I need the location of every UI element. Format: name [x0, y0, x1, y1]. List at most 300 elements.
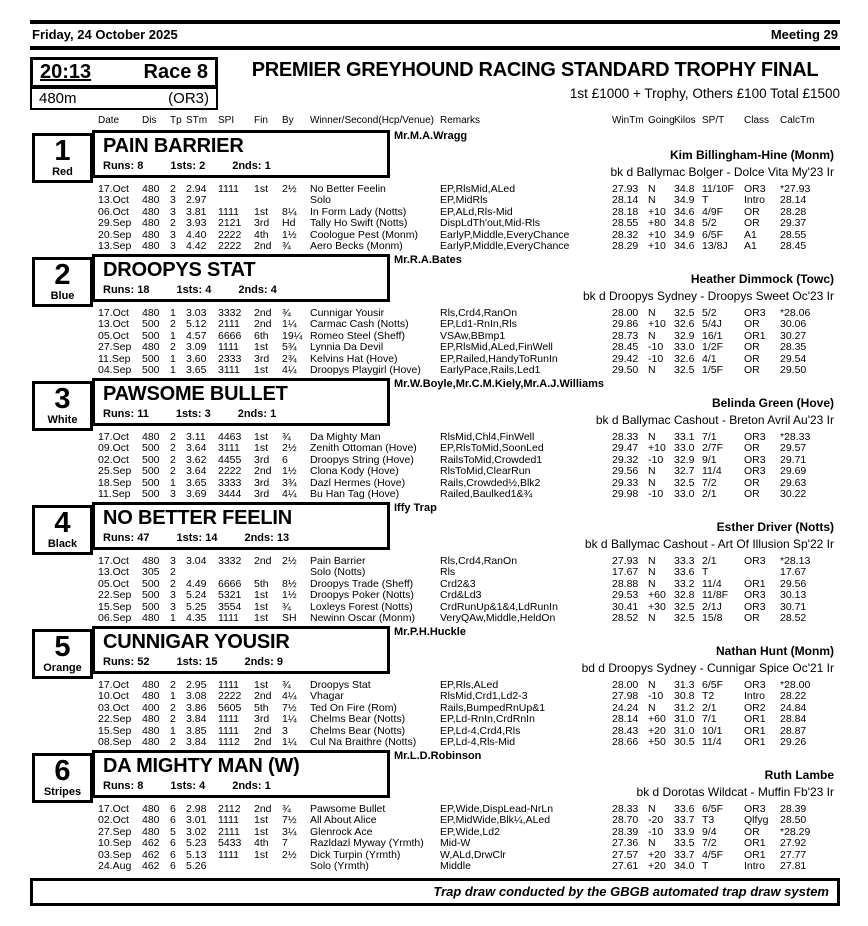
race-win-time: 28.88	[612, 577, 639, 590]
race-trap-cell: 3	[170, 488, 176, 500]
race-kilos: 33.6	[674, 566, 695, 578]
race-spi	[218, 195, 254, 207]
runner-block	[30, 254, 840, 377]
form-row	[98, 737, 830, 749]
race-starting-price: 6/5F	[702, 678, 724, 691]
race-date: 04.Sep	[98, 364, 132, 376]
race-remarks: EP,Wide,Ld2	[440, 825, 500, 838]
race-class: OR3	[744, 600, 766, 613]
race-date: 02.Oct	[98, 814, 129, 826]
column-header-row	[98, 115, 830, 127]
race-calc-time: 28.84	[780, 713, 807, 725]
race-spi: 3111	[218, 442, 240, 454]
race-sectional-time: 2.97	[186, 194, 207, 206]
race-class: OR3	[744, 589, 766, 601]
race-going: -10	[648, 352, 664, 365]
race-finish: 2nd	[254, 306, 272, 319]
race-id-box	[30, 57, 218, 110]
race-calc-time: 27.81	[780, 860, 807, 872]
race-date: 11.Sep	[98, 488, 131, 500]
race-finish: 1st	[254, 430, 269, 443]
race-finish: 2nd	[254, 736, 272, 748]
race-date: 08.Sep	[98, 736, 132, 748]
race-finish: 6th	[254, 329, 269, 342]
race-finish: 3rd	[254, 476, 270, 489]
race-going: N	[648, 364, 656, 376]
greyhound-name-box	[92, 626, 390, 674]
race-kilos: 34.6	[674, 205, 695, 218]
trap-color-label: Black	[47, 537, 78, 550]
trap-number: 5	[54, 630, 71, 663]
race-starting-price: 7/1	[702, 430, 717, 443]
col-wintm: WinTm	[612, 115, 644, 126]
race-starting-price: 15/8	[702, 612, 723, 624]
form-table	[98, 804, 830, 873]
connections	[394, 130, 834, 179]
race-trap-cell: 2	[170, 465, 176, 477]
race-going: N	[648, 329, 656, 342]
race-class: OR3	[744, 554, 766, 567]
race-winner-second: Clona Kody (Hove)	[310, 465, 399, 477]
form-row	[98, 714, 830, 726]
race-class: OR1	[744, 724, 766, 737]
form-table	[98, 432, 830, 501]
race-starting-price: 13/8J	[702, 240, 728, 252]
race-by-margin: 1¼	[282, 713, 297, 725]
race-prize-money: 1st £1000 + Trophy, Others £100 Total £1500	[569, 86, 840, 101]
race-win-time: 27.93	[612, 182, 639, 195]
race-spi: 5321	[218, 589, 242, 601]
race-kilos: 33.1	[674, 430, 695, 443]
race-date: 09.Oct	[98, 442, 129, 454]
race-class: OR3	[744, 453, 766, 466]
race-spi: 6666	[218, 577, 242, 590]
race-starting-price: 11/4	[702, 465, 722, 477]
form-row	[98, 342, 830, 354]
race-spi: 3444	[218, 488, 242, 500]
race-trap-cell: 6	[170, 814, 176, 826]
race-trap-cell: 1	[170, 476, 176, 489]
race-class: OR	[744, 488, 760, 500]
race-date: 10.Oct	[98, 690, 129, 702]
race-class: OR	[744, 612, 760, 624]
race-calc-time: 29.69	[780, 465, 807, 477]
race-by-margin: 3¾	[282, 476, 297, 489]
race-date: 13.Oct	[98, 194, 129, 206]
race-by-margin: ¾	[282, 430, 291, 443]
race-by-margin: 4¼	[282, 488, 297, 500]
race-distance-cell: 500	[142, 476, 160, 489]
seconds-stat: 2nds: 1	[232, 159, 271, 172]
race-finish: 2nd	[254, 690, 272, 702]
race-going: N	[648, 194, 656, 206]
runs-stat: Runs: 8	[103, 159, 144, 172]
race-by-margin: 8½	[282, 577, 297, 590]
race-finish: 1st	[254, 678, 269, 691]
race-finish: 5th	[254, 701, 269, 714]
race-spi: 3111	[218, 364, 240, 376]
race-kilos: 32.7	[674, 465, 695, 477]
race-calc-time: *28.29	[780, 825, 811, 838]
race-distance-cell: 500	[142, 442, 160, 454]
race-distance-cell: 500	[142, 318, 160, 330]
race-sectional-time: 3.85	[186, 724, 207, 737]
race-remarks: Railed,Baulked1&¾	[440, 488, 533, 500]
race-kilos: 31.2	[674, 701, 695, 714]
race-date: 06.Sep	[98, 612, 132, 624]
firsts-stat: 1sts: 4	[176, 283, 212, 296]
race-spi: 2112	[218, 802, 241, 815]
runs-stat: Runs: 52	[103, 655, 150, 668]
race-class: OR3	[744, 430, 766, 443]
race-trap-cell: 3	[170, 194, 176, 206]
race-calc-time: 28.50	[780, 814, 807, 826]
trap-badge	[32, 629, 93, 679]
race-distance-cell: 500	[142, 352, 160, 365]
race-remarks: CrdRunUp&1&4,LdRunIn	[440, 600, 558, 613]
race-sectional-time: 4.49	[186, 577, 207, 590]
race-class: OR3	[744, 182, 766, 195]
race-date: 17.Oct	[98, 554, 129, 567]
runner-block	[30, 378, 840, 501]
race-distance-cell: 480	[142, 205, 160, 218]
race-kilos: 33.7	[674, 814, 695, 826]
race-win-time: 29.33	[612, 476, 639, 489]
race-sectional-time: 3.69	[186, 488, 207, 500]
owner-name: Mr.L.D.Robinson	[394, 749, 482, 762]
form-row	[98, 365, 830, 377]
race-win-time: 28.14	[612, 713, 639, 725]
race-finish: 1st	[254, 442, 269, 454]
race-class: OR1	[744, 736, 766, 748]
race-calc-time: 30.71	[780, 600, 807, 613]
race-starting-price: 11/8F	[702, 589, 729, 601]
race-remarks: EP,Ld1-RnIn,Rls	[440, 318, 517, 330]
race-remarks: Crd2&3	[440, 577, 476, 590]
race-calc-time: 28.45	[780, 240, 807, 252]
race-date: 02.Oct	[98, 453, 129, 466]
trap-badge	[32, 753, 93, 803]
race-going: +10	[648, 442, 666, 454]
form-table	[98, 308, 830, 377]
breeding-line: bd d Droopys Sydney - Cunnigar Spice Oc'21 Ir	[581, 660, 834, 675]
race-win-time: 28.00	[612, 678, 639, 691]
seconds-stat: 2nds: 13	[244, 531, 290, 544]
race-winner-second: Droopys Poker (Notts)	[310, 589, 414, 601]
trap-number: 4	[54, 506, 71, 539]
race-remarks: EP,ALd,Rls-Mid	[440, 205, 513, 218]
connections	[394, 750, 834, 799]
race-win-time: 24.24	[612, 701, 639, 714]
race-kilos: 33.0	[674, 488, 695, 500]
race-kilos: 33.0	[674, 442, 695, 454]
race-finish: 1st	[254, 600, 269, 613]
race-kilos: 33.9	[674, 825, 695, 838]
race-winner-second: Droopys Playgirl (Hove)	[310, 364, 421, 376]
race-trap-cell: 2	[170, 678, 176, 691]
col-going: Going	[648, 115, 675, 126]
race-winner-second: Chelms Bear (Notts)	[310, 724, 406, 737]
race-winner-second: Carmac Cash (Notts)	[310, 318, 409, 330]
race-sectional-time: 3.65	[186, 364, 207, 376]
race-win-time: 29.53	[612, 589, 639, 601]
race-trap-cell: 1	[170, 724, 176, 737]
race-class: Intro	[744, 194, 766, 206]
race-finish: 2nd	[254, 240, 272, 252]
race-title: PREMIER GREYHOUND RACING STANDARD TROPHY FINAL	[251, 59, 819, 81]
race-calc-time: 27.92	[780, 837, 807, 849]
race-winner-second: In Form Lady (Notts)	[310, 205, 407, 218]
race-sectional-time	[186, 567, 218, 579]
race-date: 05.Oct	[98, 329, 129, 342]
form-table	[98, 556, 830, 625]
race-winner-second: Glenrock Ace	[310, 825, 373, 838]
runner-main	[92, 378, 840, 501]
race-win-time: 27.98	[612, 690, 639, 702]
runs-stat: Runs: 8	[103, 779, 144, 792]
race-calc-time: 28.52	[780, 612, 807, 624]
race-spi: 4463	[218, 430, 242, 443]
race-spi: 1111	[218, 713, 240, 725]
race-finish: 3rd	[254, 488, 270, 500]
race-class: OR3	[744, 306, 766, 319]
race-by-margin: 4¼	[282, 690, 297, 702]
race-going: -10	[648, 825, 664, 838]
race-starting-price: 2/1	[702, 554, 717, 567]
race-starting-price: 7/2	[702, 837, 717, 849]
race-date: 17.Oct	[98, 430, 129, 443]
race-distance-cell: 480	[142, 678, 160, 691]
col-dis: Dis	[142, 115, 157, 126]
runner-head-row	[92, 254, 840, 307]
race-spi	[218, 861, 254, 873]
race-by-margin	[282, 861, 310, 873]
race-calc-time: 29.63	[780, 476, 807, 489]
race-class: OR	[744, 205, 760, 218]
race-by-margin	[282, 567, 310, 579]
race-calc-time: *28.33	[780, 430, 811, 443]
race-class: A1	[744, 228, 757, 241]
race-by-margin: 2½	[282, 442, 297, 454]
breeding-line: bk d Droopys Sydney - Droopys Sweet Oc'23 Ir	[582, 288, 834, 303]
race-starting-price: 11/4	[702, 577, 722, 590]
race-calc-time: *28.00	[780, 678, 811, 691]
race-date: 13.Sep	[98, 240, 132, 252]
race-finish: 1st	[254, 364, 269, 376]
race-sectional-time: 4.57	[186, 329, 207, 342]
race-win-time: 27.57	[612, 848, 639, 861]
greyhound-stats	[103, 656, 379, 668]
race-sectional-time: 5.25	[186, 600, 207, 613]
race-calc-time: 28.35	[780, 341, 807, 353]
trap-badge	[32, 257, 93, 307]
race-date: 27.Sep	[98, 825, 132, 838]
race-by-margin: 1½	[282, 589, 297, 601]
greyhound-stats	[103, 532, 379, 544]
race-class: OR	[744, 341, 760, 353]
race-sectional-time: 3.03	[186, 306, 207, 319]
race-finish	[254, 567, 282, 579]
race-going: N	[648, 182, 656, 195]
race-remarks: EarlyPace,Rails,Led1	[440, 364, 541, 376]
trap-badge	[32, 381, 93, 431]
race-winner-second: Dick Turpin (Yrmth)	[310, 848, 401, 861]
race-going: N	[648, 577, 656, 590]
race-spi: 1111	[218, 848, 240, 861]
race-class: Intro	[744, 690, 766, 702]
runner-head-row	[92, 502, 840, 555]
trap-number: 3	[54, 382, 71, 415]
race-spi: 2222	[218, 240, 242, 252]
race-sectional-time: 5.13	[186, 848, 207, 861]
race-going: +60	[648, 713, 666, 725]
race-distance-cell: 480	[142, 713, 160, 725]
race-finish: 3rd	[254, 217, 270, 229]
race-by-margin: 2¾	[282, 352, 297, 365]
race-finish: 3rd	[254, 713, 270, 725]
race-by-margin: 1½	[282, 465, 297, 477]
race-spi: 2222	[218, 465, 242, 477]
greyhound-name: CUNNIGAR YOUSIR	[103, 630, 290, 653]
race-going: -10	[648, 488, 664, 500]
race-sectional-time: 3.81	[186, 205, 207, 218]
race-sectional-time: 5.26	[186, 860, 207, 872]
column-headers	[98, 115, 830, 127]
form-row	[98, 691, 830, 703]
race-date: 03.Sep	[98, 848, 132, 861]
race-distance-cell: 480	[142, 612, 160, 624]
race-starting-price: 6/5F	[702, 228, 724, 241]
race-date: 17.Oct	[98, 182, 129, 195]
race-win-time: 30.41	[612, 600, 639, 613]
race-win-time: 28.33	[612, 802, 639, 815]
masthead	[30, 24, 840, 46]
race-distance-cell: 480	[142, 690, 160, 702]
race-remarks: EP,MidWide,Blk¼,ALed	[440, 814, 551, 826]
runner-main	[92, 750, 840, 873]
race-kilos: 32.5	[674, 306, 695, 319]
col-date: Date	[98, 115, 120, 126]
race-going: +10	[648, 240, 666, 252]
owner-name: Mr.M.A.Wragg	[394, 129, 468, 142]
race-class: OR	[744, 217, 760, 229]
race-distance-cell: 500	[142, 600, 160, 613]
trap-number: 1	[54, 134, 71, 167]
masthead-bottom-rule	[30, 46, 840, 50]
race-kilos: 34.8	[674, 182, 695, 195]
race-winner-second: Bu Han Tag (Hove)	[310, 488, 400, 500]
race-winner-second: All About Alice	[310, 814, 377, 826]
race-distance-cell: 480	[142, 217, 160, 229]
greyhound-stats	[103, 160, 379, 172]
greyhound-name: PAIN BARRIER	[103, 134, 244, 157]
race-kilos: 33.3	[674, 554, 695, 567]
race-class: OR2	[744, 701, 766, 714]
race-calc-time: 28.22	[780, 690, 807, 702]
race-win-time: 28.45	[612, 341, 639, 353]
race-trap-cell: 2	[170, 318, 176, 330]
owner-name: Iffy Trap	[394, 501, 437, 514]
race-going: N	[648, 837, 656, 849]
race-trap-cell: 2	[170, 713, 176, 725]
race-kilos: 32.6	[674, 318, 695, 330]
race-grade: (OR3)	[168, 90, 209, 107]
greyhound-name: PAWSOME BULLET	[103, 382, 288, 405]
greyhound-name-box	[92, 130, 390, 178]
trainer-name: Heather Dimmock (Towc)	[690, 271, 834, 286]
race-trap-cell: 1	[170, 612, 176, 624]
race-sectional-time: 3.04	[186, 554, 207, 567]
race-sectional-time: 5.23	[186, 837, 207, 849]
form-row	[98, 613, 830, 625]
race-trap-cell: 1	[170, 306, 176, 319]
race-class: OR1	[744, 713, 766, 725]
race-sectional-time: 3.02	[186, 825, 207, 838]
race-spi: 2121	[218, 217, 242, 229]
col-calctm: CalcTm	[780, 115, 815, 126]
race-trap-cell: 3	[170, 589, 176, 601]
race-sectional-time: 3.11	[186, 430, 206, 443]
race-win-time: 27.36	[612, 837, 639, 849]
race-winner-second: Zenith Ottoman (Hove)	[310, 442, 417, 454]
race-starting-price: 2/1	[702, 701, 717, 714]
race-finish: 4th	[254, 837, 269, 849]
race-by-margin: ¾	[282, 678, 291, 691]
race-winner-second: Droopys Stat	[310, 678, 371, 691]
race-starting-price: 5/2	[702, 306, 717, 319]
race-distance-cell: 480	[142, 341, 160, 353]
race-kilos: 34.9	[674, 228, 695, 241]
race-finish: 2nd	[254, 724, 272, 737]
race-remarks: VeryQAw,Middle,HeldOn	[440, 612, 556, 624]
race-going: N	[648, 554, 656, 567]
form-row	[98, 241, 830, 253]
connections	[394, 502, 834, 551]
trap-number: 2	[54, 258, 71, 291]
race-winner-second: Romeo Steel (Sheff)	[310, 329, 405, 342]
race-kilos: 30.8	[674, 690, 695, 702]
race-trap-cell: 1	[170, 690, 176, 702]
race-kilos: 31.3	[674, 678, 695, 691]
race-kilos: 33.7	[674, 848, 695, 861]
race-date: 13.Oct	[98, 318, 129, 330]
race-kilos: 33.6	[674, 802, 695, 815]
trap-color-label: Orange	[43, 661, 82, 674]
race-winner-second: Kelvins Hat (Hove)	[310, 352, 398, 365]
race-going: -10	[648, 690, 664, 702]
race-starting-price: 1/5F	[702, 364, 724, 376]
race-remarks: Rls,Crd4,RanOn	[440, 306, 518, 319]
race-spi: 5433	[218, 837, 242, 849]
race-calc-time: 28.28	[780, 205, 807, 218]
race-sectional-time: 3.64	[186, 465, 207, 477]
race-going: +20	[648, 860, 666, 872]
race-winner-second: Coologue Pest (Monm)	[310, 228, 418, 241]
greyhound-stats	[103, 408, 379, 420]
race-trap-cell: 2	[170, 341, 176, 353]
greyhound-name: DA MIGHTY MAN (W)	[103, 754, 300, 777]
race-kilos: 32.5	[674, 364, 695, 376]
race-spi: 3332	[218, 306, 242, 319]
race-remarks: EP,RlsMid,ALed	[440, 182, 516, 195]
race-finish: 5th	[254, 577, 269, 590]
runner-main	[92, 130, 840, 253]
trap-badge	[32, 505, 93, 555]
race-finish: 1st	[254, 589, 269, 601]
connections	[394, 626, 834, 675]
firsts-stat: 1sts: 4	[170, 779, 206, 792]
race-win-time: 29.47	[612, 442, 639, 454]
